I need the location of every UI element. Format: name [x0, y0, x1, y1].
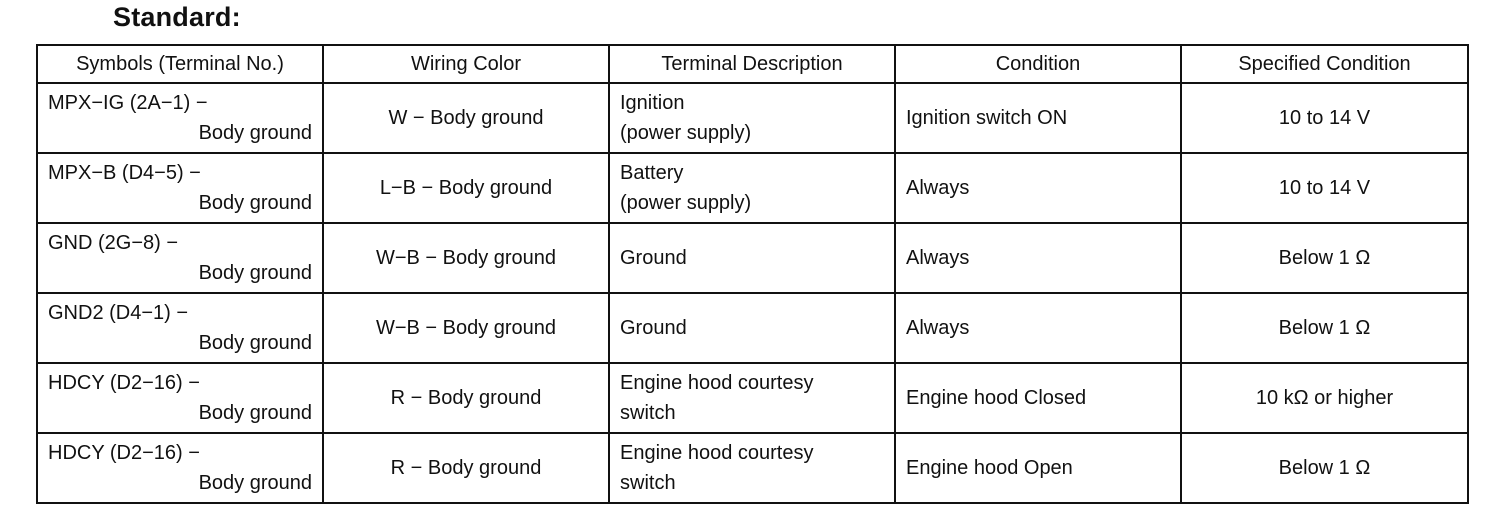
table-header-row — [37, 45, 1468, 83]
table-row — [37, 83, 1468, 153]
description-line-2: (power supply) — [620, 192, 752, 214]
table-row — [37, 293, 1468, 363]
specified-condition-cell: Below 1 Ω — [1181, 293, 1468, 363]
symbol-cell — [37, 293, 323, 363]
description-line-1: Ignition — [620, 92, 685, 114]
wiring-color-cell: W−B − Body ground — [323, 293, 609, 363]
symbol-ground: Body ground — [198, 332, 312, 354]
description-line-2: (power supply) — [620, 122, 752, 144]
description-line-1: Engine hood courtesy — [620, 372, 814, 394]
symbol-ground: Body ground — [198, 402, 312, 424]
symbol-cell — [37, 153, 323, 223]
standard-spec-table — [36, 44, 1469, 504]
symbol-ground: Body ground — [198, 472, 312, 494]
description-line-2: switch — [620, 472, 676, 494]
header-specified-condition: Specified Condition — [1181, 45, 1468, 83]
symbol-terminal: HDCY (D2−16) − — [48, 442, 200, 464]
specified-condition-cell: 10 to 14 V — [1181, 153, 1468, 223]
terminal-description-cell — [609, 363, 895, 433]
symbol-cell — [37, 83, 323, 153]
description-line-1: Battery — [620, 162, 684, 184]
symbol-cell — [37, 223, 323, 293]
condition-cell: Always — [895, 293, 1181, 363]
terminal-description-cell — [609, 293, 895, 363]
specified-condition-cell: 10 to 14 V — [1181, 83, 1468, 153]
specified-condition-cell: Below 1 Ω — [1181, 433, 1468, 503]
table-row — [37, 433, 1468, 503]
terminal-description-cell — [609, 223, 895, 293]
symbol-terminal: HDCY (D2−16) − — [48, 372, 200, 394]
description-line-1: Ground — [620, 317, 687, 339]
terminal-description-cell — [609, 83, 895, 153]
condition-cell: Ignition switch ON — [895, 83, 1181, 153]
symbol-terminal: MPX−B (D4−5) − — [48, 162, 201, 184]
header-condition: Condition — [895, 45, 1181, 83]
symbol-ground: Body ground — [198, 122, 312, 144]
wiring-color-cell: W − Body ground — [323, 83, 609, 153]
symbol-ground: Body ground — [198, 262, 312, 284]
symbol-terminal: MPX−IG (2A−1) − — [48, 92, 208, 114]
specified-condition-cell: 10 kΩ or higher — [1181, 363, 1468, 433]
wiring-color-cell: R − Body ground — [323, 363, 609, 433]
description-line-1: Ground — [620, 247, 687, 269]
table-row — [37, 153, 1468, 223]
terminal-description-cell — [609, 153, 895, 223]
header-symbols: Symbols (Terminal No.) — [37, 45, 323, 83]
header-terminal-description: Terminal Description — [609, 45, 895, 83]
condition-cell: Always — [895, 223, 1181, 293]
wiring-color-cell: R − Body ground — [323, 433, 609, 503]
condition-cell: Engine hood Closed — [895, 363, 1181, 433]
description-line-2: switch — [620, 402, 676, 424]
symbol-terminal: GND2 (D4−1) − — [48, 302, 189, 324]
symbol-cell — [37, 363, 323, 433]
symbol-ground: Body ground — [198, 192, 312, 214]
header-wiring-color: Wiring Color — [323, 45, 609, 83]
description-line-1: Engine hood courtesy — [620, 442, 814, 464]
condition-cell: Engine hood Open — [895, 433, 1181, 503]
condition-cell: Always — [895, 153, 1181, 223]
page-title: Standard: — [113, 2, 241, 32]
wiring-color-cell: L−B − Body ground — [323, 153, 609, 223]
table-row — [37, 363, 1468, 433]
symbol-cell — [37, 433, 323, 503]
symbol-terminal: GND (2G−8) − — [48, 232, 179, 254]
terminal-description-cell — [609, 433, 895, 503]
specified-condition-cell: Below 1 Ω — [1181, 223, 1468, 293]
wiring-color-cell: W−B − Body ground — [323, 223, 609, 293]
table-row — [37, 223, 1468, 293]
